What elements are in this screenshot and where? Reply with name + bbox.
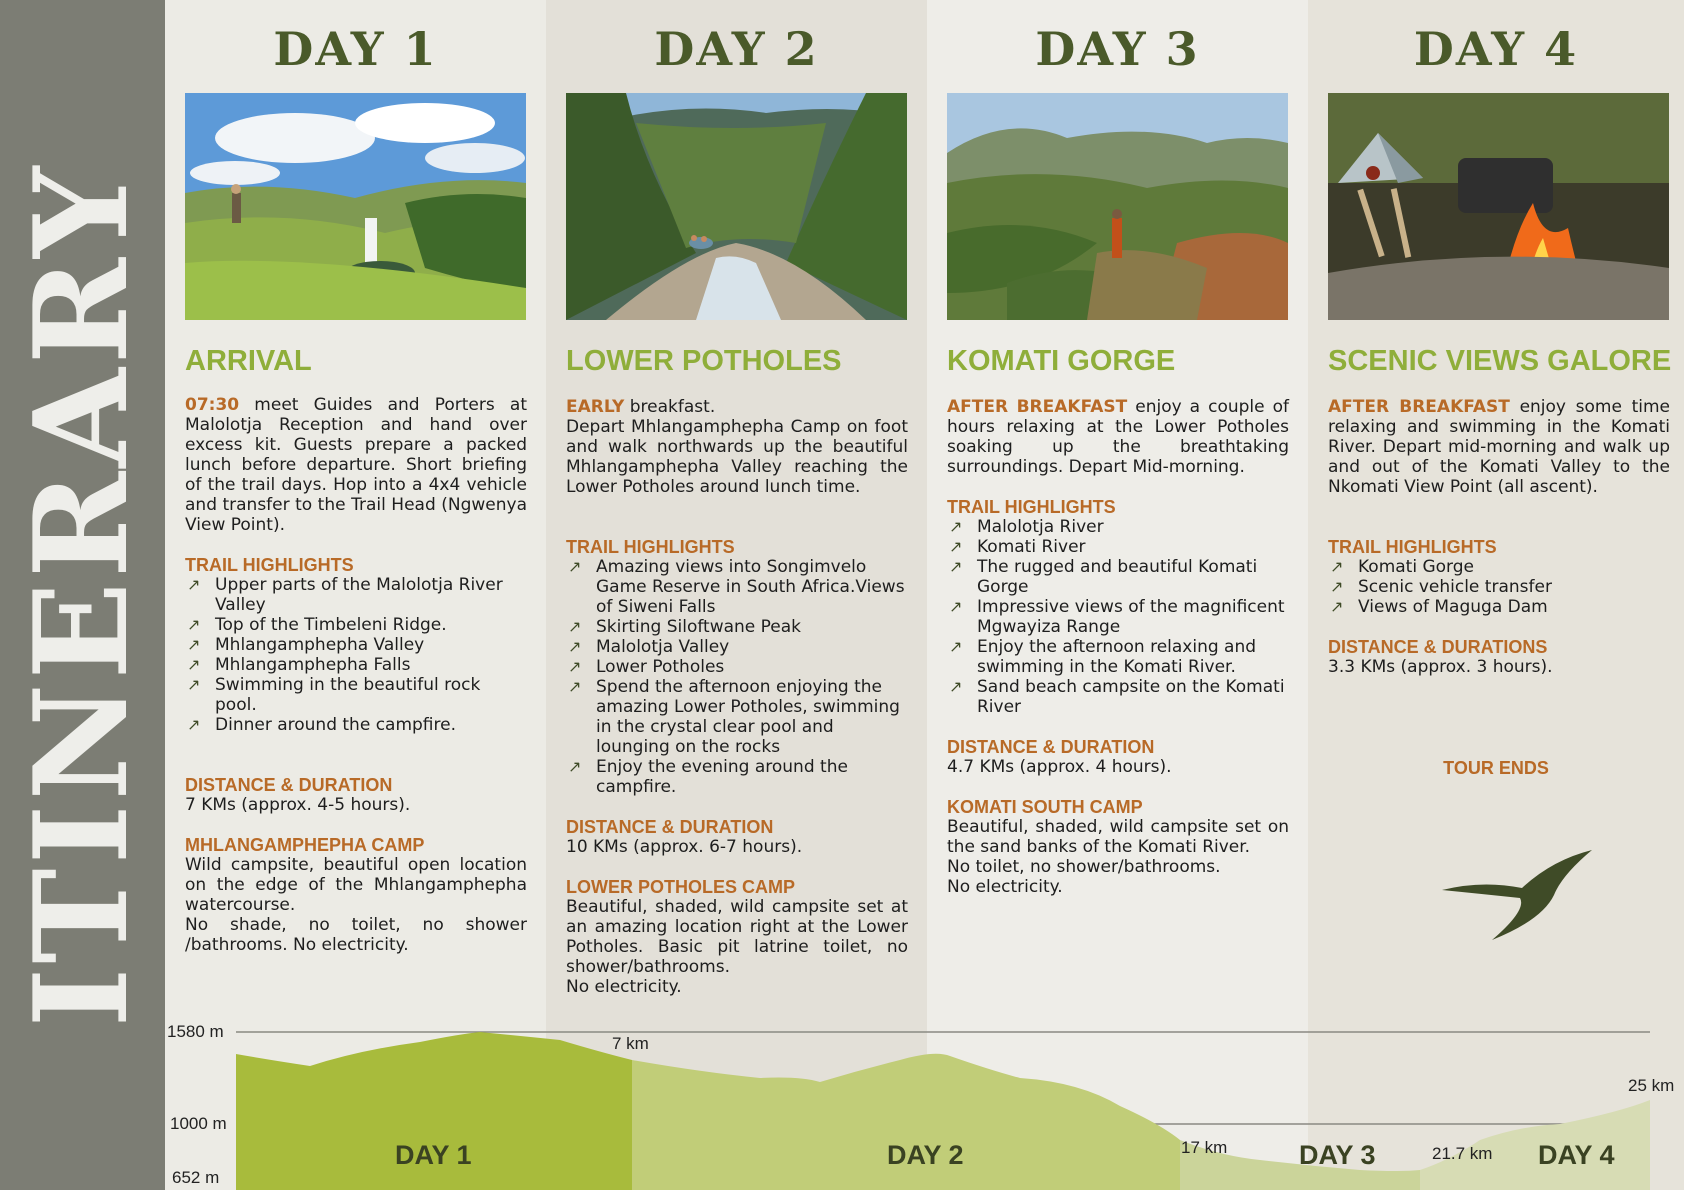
list-item: ↗ Mhlangamphepha Falls (185, 655, 527, 675)
trail-highlights (947, 497, 1289, 717)
rock-pools-gorge-photo (566, 93, 907, 320)
list-item: ↗ Mhlangamphepha Valley (185, 635, 527, 655)
camp-text: Beautiful, shaded, wild campsite set at an amazing location right at the Lower Potholes. Basic pit latrine toilet, no shower/bathrooms. (566, 897, 908, 977)
distance-section (566, 817, 908, 857)
distance-title: DISTANCE & DURATION (566, 817, 774, 837)
camp-title: MHLANGAMPHEPHA CAMP (185, 835, 425, 855)
camp-title: LOWER POTHOLES CAMP (566, 877, 795, 897)
intro-time: AFTER BREAKFAST (1328, 397, 1510, 417)
list-item: ↗ The rugged and beautiful Komati Gorge (947, 557, 1289, 597)
camp-section (185, 835, 527, 955)
intro-paragraph (947, 397, 1289, 477)
intro-time: AFTER BREAKFAST (947, 397, 1128, 417)
camp-text: Wild campsite, beautiful open location on the edge of the Mhlangamphepha watercourse. (185, 855, 527, 915)
distance-text: 4.7 KMs (approx. 4 hours). (947, 757, 1172, 777)
gorge-overlook-hiker-photo (947, 93, 1288, 320)
section-title: KOMATI GORGE (947, 345, 1176, 377)
list-item: ↗ Views of Maguga Dam (1328, 597, 1670, 617)
list-item: ↗ Impressive views of the magnificent Mgwayiza Range (947, 597, 1289, 637)
profile-day-label: DAY 4 (1538, 1140, 1615, 1170)
elevation-label: 1000 m (170, 1114, 227, 1133)
intro-paragraph (1328, 397, 1670, 497)
day-1-column (165, 0, 546, 1190)
camp-text: No toilet, no shower/bathrooms. (947, 857, 1221, 877)
trail-highlights (1328, 537, 1670, 617)
km-marker: 21.7 km (1432, 1144, 1493, 1163)
highlights-title: TRAIL HIGHLIGHTS (947, 497, 1116, 517)
list-item: ↗ Enjoy the afternoon relaxing and swimming in the Komati River. (947, 637, 1289, 677)
intro-time: 07:30 (185, 395, 240, 415)
list-item: ↗ Sand beach campsite on the Komati River (947, 677, 1289, 717)
elevation-label: 652 m (172, 1168, 220, 1187)
list-item: ↗ Top of the Timbeleni Ridge. (185, 615, 527, 635)
day-heading: DAY 2 (654, 22, 819, 76)
camp-text: No shade, no toilet, no shower /bathrooms. No electricity. (185, 915, 527, 955)
camp-text: No electricity. (566, 977, 682, 997)
intro-time: EARLY (566, 397, 625, 417)
tour-ends-label: TOUR ENDS (1443, 758, 1549, 778)
list-item: ↗ Upper parts of the Malolotja River Valley (185, 575, 527, 615)
highlights-title: TRAIL HIGHLIGHTS (185, 555, 354, 575)
highlights-title: TRAIL HIGHLIGHTS (1328, 537, 1497, 557)
list-item: ↗ Spend the afternoon enjoying the amazing Lower Potholes, swimming in the crystal clear pool and lounging on the rocks (566, 677, 908, 757)
camp-text: No electricity. (947, 877, 1063, 897)
list-item: ↗ Enjoy the evening around the campfire. (566, 757, 908, 797)
highlights-title: TRAIL HIGHLIGHTS (566, 537, 735, 557)
distance-text: 3.3 KMs (approx. 3 hours). (1328, 657, 1553, 677)
list-item: ↗ Amazing views into Songimvelo Game Reserve in South Africa.Views of Siweni Falls (566, 557, 908, 617)
day-heading: DAY 1 (273, 22, 438, 76)
day-3-column (927, 0, 1308, 1190)
swallow-bird-logo (1442, 850, 1594, 940)
section-title: SCENIC VIEWS GALORE (1328, 345, 1672, 377)
distance-text: 7 KMs (approx. 4-5 hours). (185, 795, 411, 815)
km-marker: 25 km (1628, 1076, 1675, 1095)
day-heading: DAY 4 (1413, 22, 1579, 76)
distance-text: 10 KMs (approx. 6-7 hours). (566, 837, 803, 857)
distance-section (947, 737, 1289, 777)
distance-section (185, 775, 527, 815)
itinerary-title: ITINERARY (7, 162, 157, 1028)
intro-text: enjoy a couple of hours relaxing at the Lower Potholes soaking up the breathtaking surroundings. Depart Mid-morning. (947, 397, 1289, 477)
km-marker: 17 km (1181, 1138, 1228, 1157)
trail-highlights (566, 537, 908, 797)
trail-highlights (185, 555, 527, 735)
intro-text: breakfast. (624, 397, 716, 417)
camp-title: KOMATI SOUTH CAMP (947, 797, 1143, 817)
intro-text: enjoy some time relaxing and swimming in the Komati River. Depart mid-morning and walk up and out of the Komati Valley to the Nkomati View Point (all ascent). (1328, 397, 1670, 497)
day-4-column (1308, 0, 1684, 1190)
list-item: ↗ Komati River (947, 537, 1289, 557)
intro-text: meet Guides and Porters at Malolotja Reception and hand over excess kit. Guests prepare a packed lunch before departure. Short briefing of the trail days. Hop into a 4x4 vehicle and transfer to the Trail Head (Ngwenya View Point). (185, 395, 527, 535)
distance-title: DISTANCE & DURATION (185, 775, 393, 795)
distance-section (1328, 637, 1670, 677)
list-item: ↗ Malolotja Valley (566, 637, 908, 657)
list-item: ↗ Dinner around the campfire. (185, 715, 527, 735)
grassland-waterfall-hiker-photo (185, 93, 526, 320)
intro-text: Depart Mhlangamphepha Camp on foot and walk northwards up the beautiful Mhlangamphepha Valley reaching the Lower Potholes around lunch time. (566, 417, 908, 497)
section-title: LOWER POTHOLES (566, 345, 842, 377)
list-item: ↗ Malolotja River (947, 517, 1289, 537)
day-2-column (546, 0, 927, 1190)
section-title: ARRIVAL (185, 345, 312, 377)
sidebar (0, 0, 165, 1190)
intro-paragraph (566, 397, 908, 497)
list-item: ↗ Scenic vehicle transfer (1328, 577, 1670, 597)
list-item: ↗ Lower Potholes (566, 657, 908, 677)
list-item: ↗ Swimming in the beautiful rock pool. (185, 675, 527, 715)
camp-section (947, 797, 1289, 897)
distance-title: DISTANCE & DURATIONS (1328, 637, 1548, 657)
intro-paragraph (185, 395, 527, 535)
elevation-profile (0, 1020, 1684, 1190)
day-heading: DAY 3 (1035, 22, 1200, 76)
km-marker: 7 km (612, 1034, 649, 1053)
list-item: ↗ Skirting Siloftwane Peak (566, 617, 908, 637)
profile-day-label: DAY 2 (887, 1140, 964, 1170)
distance-title: DISTANCE & DURATION (947, 737, 1155, 757)
profile-day-label: DAY 1 (395, 1140, 472, 1170)
list-item: ↗ Komati Gorge (1328, 557, 1670, 577)
profile-day-label: DAY 3 (1299, 1140, 1376, 1170)
campfire-tent-photo (1328, 93, 1669, 320)
elevation-label: 1580 m (167, 1022, 224, 1041)
camp-text: Beautiful, shaded, wild campsite set on the sand banks of the Komati River. (947, 817, 1289, 857)
camp-section (566, 877, 908, 997)
